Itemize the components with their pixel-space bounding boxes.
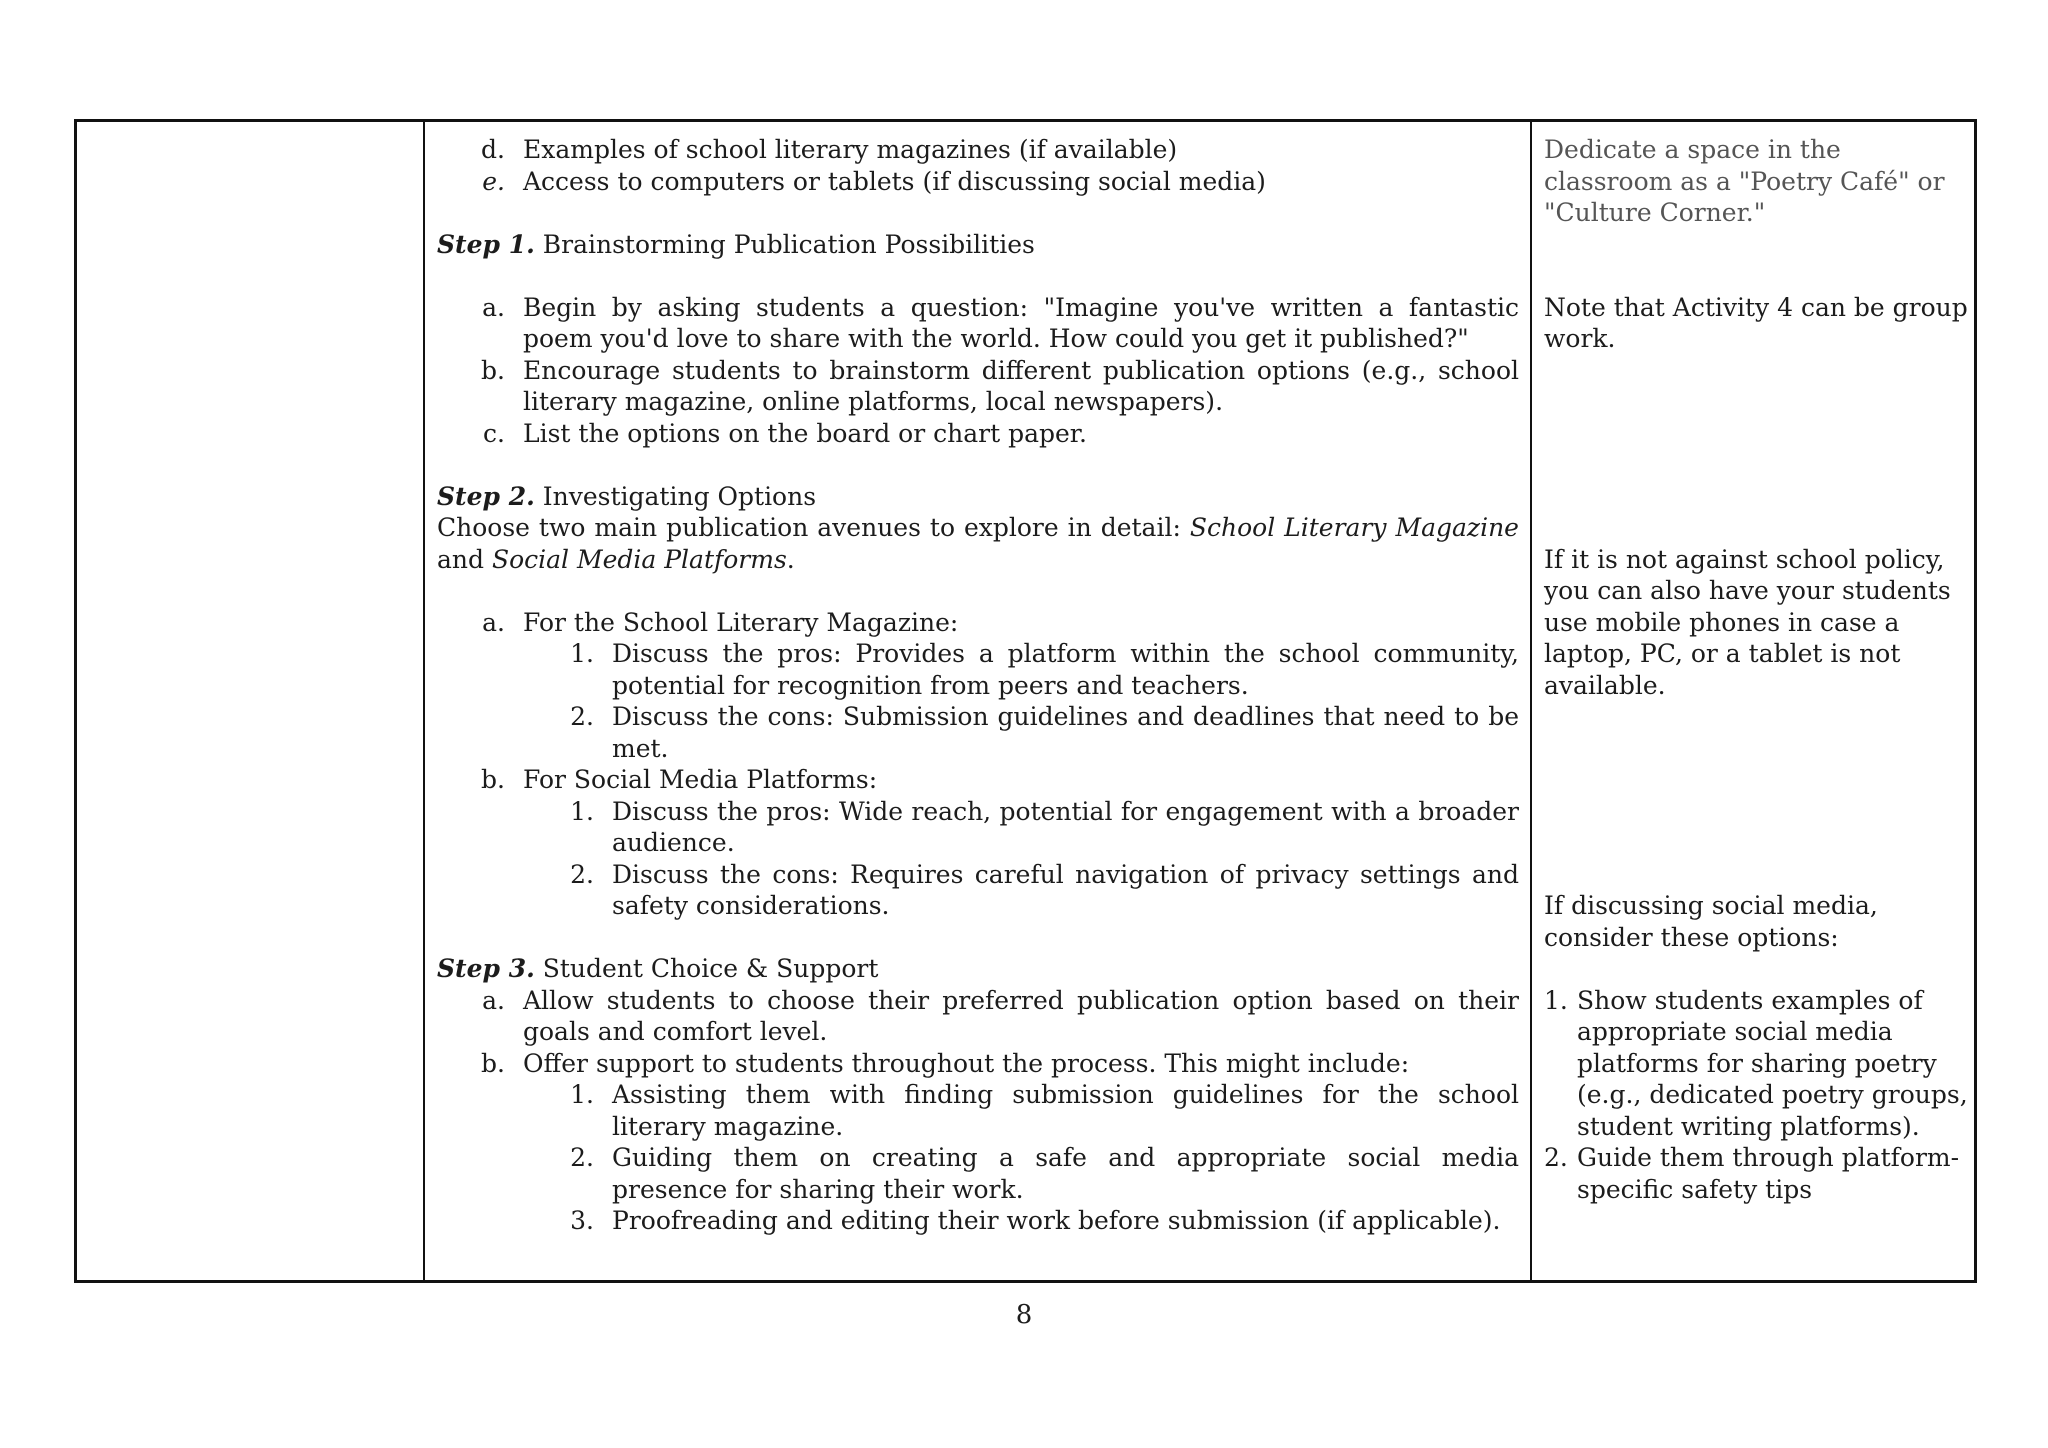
- sub-list-item: [437, 859, 1519, 922]
- list-text: List the options on the board or chart paper.: [523, 418, 1087, 448]
- list-item: [437, 166, 1519, 198]
- lesson-plan-table: [74, 119, 1977, 1283]
- notes-cell: [1544, 134, 1968, 1205]
- list-item: [437, 764, 1519, 796]
- sub-list-item: [437, 1142, 1519, 1205]
- list-item: [437, 985, 1519, 1048]
- intro-option: Social Media Platforms: [491, 544, 787, 574]
- list-item: [437, 292, 1519, 355]
- list-marker: 1.: [570, 639, 594, 668]
- note-text: If it is not against school policy, you can also have your students use mobile phones in case a laptop, PC, or a tablet is not available.: [1544, 544, 1951, 700]
- list-text: For the School Literary Magazine:: [523, 607, 959, 637]
- step-title: Investigating Options: [542, 481, 817, 511]
- list-text: Show students examples of appropriate social media platforms for sharing poetry (e.g., dedicated poetry groups, student writing platforms).: [1577, 985, 1968, 1141]
- list-text: Proofreading and editing their work before submission (if applicable).: [612, 1206, 1501, 1235]
- list-text: Encourage students to brainstorm different publication options (e.g., school literary magazine, online platforms, local newspapers).: [523, 355, 1519, 416]
- list-text: Access to computers or tablets (if discussing social media): [523, 166, 1266, 196]
- procedure-cell: [437, 134, 1519, 1237]
- list-text: Discuss the cons: Submission guidelines and deadlines that need to be met.: [612, 702, 1519, 763]
- step-label: Step 2.: [437, 481, 535, 511]
- list-marker: b.: [481, 355, 505, 385]
- list-marker: b.: [481, 765, 505, 794]
- column-divider: [423, 122, 425, 1280]
- list-text: Guide them through platform-specific safety tips: [1577, 1143, 1960, 1204]
- list-item: [437, 607, 1519, 639]
- list-item: [437, 134, 1519, 166]
- list-text: Discuss the pros: Provides a platform within the school community, potential for recognition from peers and teachers.: [612, 639, 1519, 700]
- intro-text: Choose two main publication avenues to explore in detail:: [437, 513, 1181, 542]
- step-heading: [437, 481, 1519, 513]
- column-divider: [1530, 122, 1532, 1280]
- list-item: [437, 355, 1519, 418]
- step-title: Student Choice & Support: [542, 954, 879, 983]
- list-marker: 3.: [570, 1206, 594, 1235]
- step-heading: [437, 953, 1519, 985]
- list-text: Begin by asking students a question: "Imagine you've written a fantastic poem you'd love to share with the world. How could you get it published?": [523, 292, 1519, 353]
- note-text: Note that Activity 4 can be group work.: [1544, 292, 1968, 353]
- list-item: [437, 418, 1519, 450]
- intro-option: School Literary Magazine: [1189, 513, 1519, 542]
- sub-list-item: [437, 638, 1519, 701]
- note-list-item: [1544, 985, 1968, 1143]
- list-text: Allow students to choose their preferred publication option based on their goals and comfort level.: [523, 985, 1519, 1046]
- note-list-item: [1544, 1142, 1968, 1205]
- sub-list-item: [437, 796, 1519, 859]
- list-marker: 1.: [1544, 985, 1568, 1015]
- list-marker: 1.: [570, 1080, 594, 1109]
- intro-and: and: [437, 544, 485, 574]
- step-title: Brainstorming Publication Possibilities: [542, 229, 1035, 259]
- sub-list-item: [437, 701, 1519, 764]
- list-marker: 2.: [570, 859, 594, 889]
- list-item: [437, 1048, 1519, 1080]
- sub-list-item: [437, 1205, 1519, 1237]
- list-marker: 1.: [570, 796, 594, 826]
- list-marker: 2.: [570, 1143, 594, 1172]
- list-text: For Social Media Platforms:: [523, 765, 878, 794]
- note-text: Dedicate a space in the classroom as a "Poetry Café" or "Culture Corner.": [1544, 135, 1945, 227]
- list-marker: b.: [481, 1048, 505, 1078]
- step-intro: [437, 512, 1519, 575]
- page-number: 8: [1015, 1300, 1033, 1330]
- list-marker: e.: [482, 166, 505, 196]
- list-marker: 2.: [570, 702, 594, 731]
- sub-list-item: [437, 1079, 1519, 1142]
- step-heading: [437, 229, 1519, 261]
- intro-end: .: [786, 544, 795, 574]
- list-text: Discuss the cons: Requires careful navigation of privacy settings and safety considerations.: [612, 859, 1519, 920]
- list-marker: a.: [482, 607, 505, 637]
- list-text: Offer support to students throughout the process. This might include:: [523, 1048, 1410, 1078]
- list-marker: 2.: [1544, 1143, 1568, 1172]
- list-text: Guiding them on creating a safe and appropriate social media presence for sharing their work.: [612, 1143, 1519, 1204]
- list-marker: c.: [483, 418, 505, 448]
- list-text: Assisting them with finding submission guidelines for the school literary magazine.: [612, 1080, 1519, 1141]
- list-marker: d.: [481, 135, 505, 164]
- list-text: Examples of school literary magazines (if available): [523, 135, 1178, 164]
- list-marker: a.: [482, 292, 505, 322]
- list-text: Discuss the pros: Wide reach, potential for engagement with a broader audience.: [612, 796, 1519, 857]
- step-label: Step 3.: [437, 954, 535, 983]
- step-label: Step 1.: [437, 229, 535, 259]
- note-text: If discussing social media, consider these options:: [1544, 891, 1878, 952]
- list-marker: a.: [482, 985, 505, 1015]
